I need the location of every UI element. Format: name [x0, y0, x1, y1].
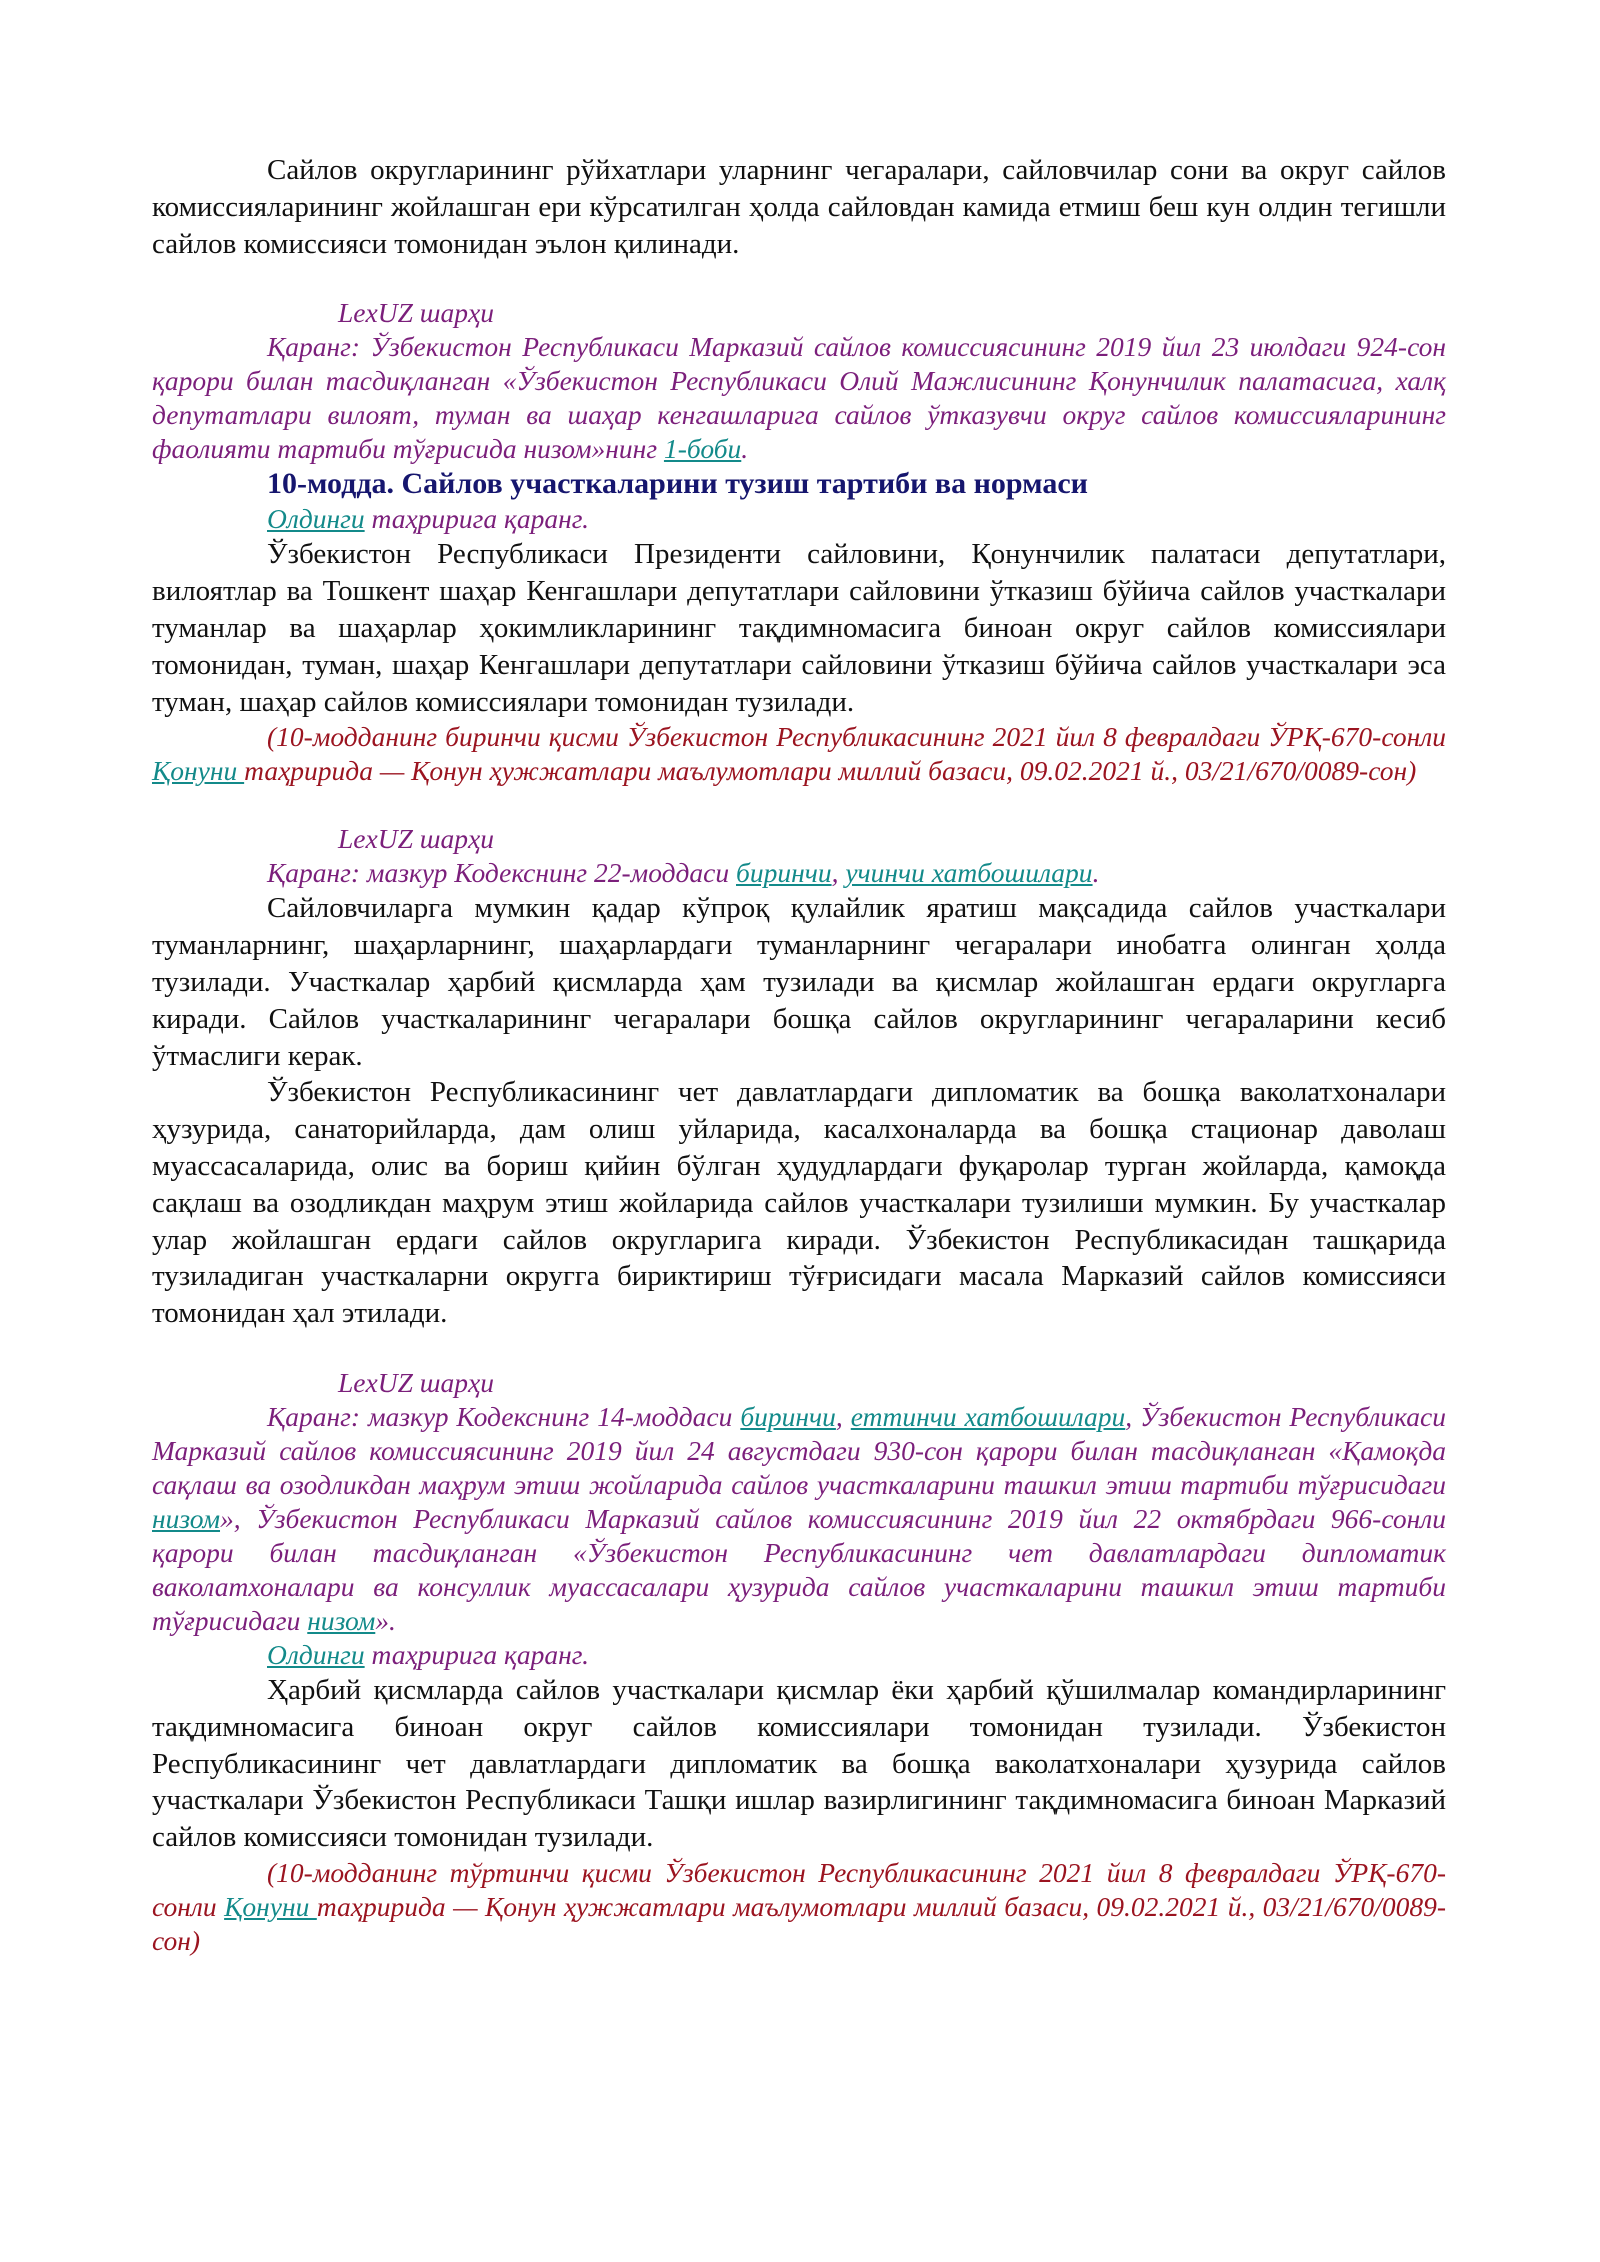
paragraph-military-stations: Ҳарбий қисмларда сайлов участкалари қисмлар ёки ҳарбий қўшилмалар командирларининг тақдимномасига биноан округ сайлов комиссиялари томонидан тузилади. Ўзбекистон Республикасининг чет давлатлардаги дипломатик ва бошқа ваколатхоналари ҳузурида сайлов участкалари Ўзбекистон Республикаси Ташқи ишлар вазирлигининг тақдимномасига биноан Марказий сайлов комиссияси томонидан тузилади. [152, 1673, 1446, 1854]
document-page [152, 152, 1446, 1958]
regulation-link[interactable]: низом [307, 1604, 376, 1636]
amendment-text: (10-модданинг биринчи қисми Ўзбекистон Республикасининг 2021 йил 8 февралдаги ЎРҚ-670-сонли [267, 721, 1446, 753]
law-link[interactable]: Қонуни [152, 755, 245, 787]
paragraph-voter-convenience: Сайловчиларга мумкин қадар кўпроқ қулайлик яратиш мақсадида сайлов участкалари туманларнинг, шаҳарларнинг, шаҳарлардаги туманларнинг чегаралари инобатга олинган ҳолда тузилади. Участкалар ҳарбий қисмларда ҳам тузилади ва қисмлар жойлашган ердаги округларга киради. Сайлов участкаларининг чегаралари бошқа сайлов округларининг чегараларини кесиб ўтмаслиги керак. [152, 892, 1446, 1072]
amendment-text: (10-модданинг тўртинчи қисми Ўзбекистон Республикасининг 2021 йил 8 февралдаги ЎРҚ-670-сонли [152, 1856, 1446, 1922]
comment-text: , Ўзбекистон Республикаси Марказий сайлов комиссиясининг 2019 йил 24 августдаги 930-сон қарори билан тасдиқланган «Қамоқда сақлаш ва озодликдан маҳрум этиш жойларида сайлов участкаларини ташкил этиш тартиби тўғрисидаги [152, 1400, 1447, 1500]
lexuz-comment [152, 330, 1446, 466]
comment-text: Қаранг: мазкур Кодекснинг 22-моддаси [267, 857, 736, 889]
first-paragraph-link[interactable]: биринчи [740, 1400, 836, 1432]
paragraph-station-formation: Ўзбекистон Республикаси Президенти сайловини, Қонунчилик палатаси депутатлари, вилоятлар ва Тошкент шаҳар Кенгашлари депутатлари сайловини ўтказиш бўйича сайлов участкалари туманлар ва шаҳарлар ҳокимликларининг тақдимномасига биноан округ сайлов комиссиялари томонидан, туман, шаҳар Кенгашлари депутатлари сайловини ўтказиш бўйича сайлов участкалари эса туман, шаҳар сайлов комиссиялари томонидан тузилади. [152, 538, 1446, 718]
comment-text: Қаранг: Ўзбекистон Республикаси Марказий сайлов комиссиясининг 2019 йил 23 июлдаги 924-сон қарори билан тасдиқланган «Ўзбекистон Республикаси Олий Мажлисининг Қонунчилик палатасига, халқ депутатлари вилоят, туман ва шаҳар кенгашларига сайлов ўтказувчи округ сайлов комиссияларининг фаолияти тартиби тўғрисида низом»нинг [152, 331, 1446, 465]
paragraph-special-stations: Ўзбекистон Республикасининг чет давлатлардаги дипломатик ва бошқа ваколатхоналари ҳузурида, санаторийларда, дам олиш уйларида, касалхоналарда ва бошқа стационар даволаш муассасаларида, олис ва бориш қийин бўлган ҳудудлардаги фуқаролар турган жойларда, қамоқда сақлаш ва озодликдан маҳрум этиш жойларида сайлов участкалари тузилиши мумкин. Бу участкалар улар жойлашган ердаги сайлов округларига киради. Ўзбекистон Республикасидан ташқарида тузиладиган участкаларни округга бириктириш тўғрисидаги масала Марказий сайлов комиссияси томонидан ҳал этилади. [152, 1076, 1446, 1330]
lexuz-comment-heading: LexUZ шарҳи [338, 823, 494, 855]
previous-edition-link[interactable]: Олдинги [267, 503, 365, 535]
previous-edition-text: таҳририга қаранг. [364, 1638, 590, 1670]
law-link[interactable]: Қонуни [224, 1890, 317, 1922]
comment-text: », Ўзбекистон Республикаси Марказий сайлов комиссиясининг 2019 йил 22 октябрдаги 966-сонли қарори билан тасдиқланган «Ўзбекистон Республикасининг чет давлатлардаги дипломатик ваколатхоналари ва консуллик муассасалари ҳузурида сайлов участкаларини ташкил этиш тартиби тўғрисидаги [152, 1502, 1446, 1636]
previous-edition-note [152, 502, 1446, 536]
chapter-1-link[interactable]: 1-боби [663, 433, 742, 465]
previous-edition-text: таҳририга қаранг. [364, 503, 590, 535]
third-paragraph-link[interactable]: учинчи хатбошилари [845, 857, 1093, 889]
previous-edition-link[interactable]: Олдинги [267, 1638, 365, 1670]
amendment-note [152, 1856, 1446, 1958]
article-title: 10-модда. Сайлов участкаларини тузиш тартиби ва нормаси [267, 467, 1088, 501]
lexuz-comment-heading: LexUZ шарҳи [338, 297, 494, 329]
first-paragraph-link[interactable]: биринчи [736, 857, 832, 889]
previous-edition-note [152, 1638, 1446, 1672]
comment-text: Қаранг: мазкур Кодекснинг 14-моддаси [267, 1400, 741, 1432]
comment-separator: , [831, 857, 846, 889]
comment-text-end: . [1092, 857, 1100, 889]
amendment-note [152, 720, 1446, 788]
comment-separator: , [835, 1400, 851, 1432]
regulation-link[interactable]: низом [152, 1502, 221, 1534]
lexuz-comment [152, 856, 1446, 890]
comment-text-end: . [741, 433, 749, 465]
comment-text-end: ». [375, 1604, 396, 1636]
amendment-text-end: таҳририда — Қонун ҳужжатлари маълумотлари миллий базаси, 09.02.2021 й., 03/21/670/0089-сон) [244, 755, 1417, 787]
seventh-paragraph-link[interactable]: еттинчи хатбошилари [850, 1400, 1126, 1432]
amendment-text-end: таҳририда — Қонун ҳужжатлари маълумотлари миллий базаси, 09.02.2021 й., 03/21/670/0089-сон) [152, 1890, 1447, 1956]
paragraph-districts-list: Сайлов округларининг рўйхатлари уларнинг чегаралари, сайловчилар сони ва округ сайлов комиссияларининг жойлашган ери кўрсатилган ҳолда сайловдан камида етмиш беш кун олдин тегишли сайлов комиссияси томонидан эълон қилинади. [152, 154, 1446, 260]
lexuz-comment [152, 1400, 1446, 1638]
lexuz-comment-heading: LexUZ шарҳи [338, 1366, 494, 1398]
